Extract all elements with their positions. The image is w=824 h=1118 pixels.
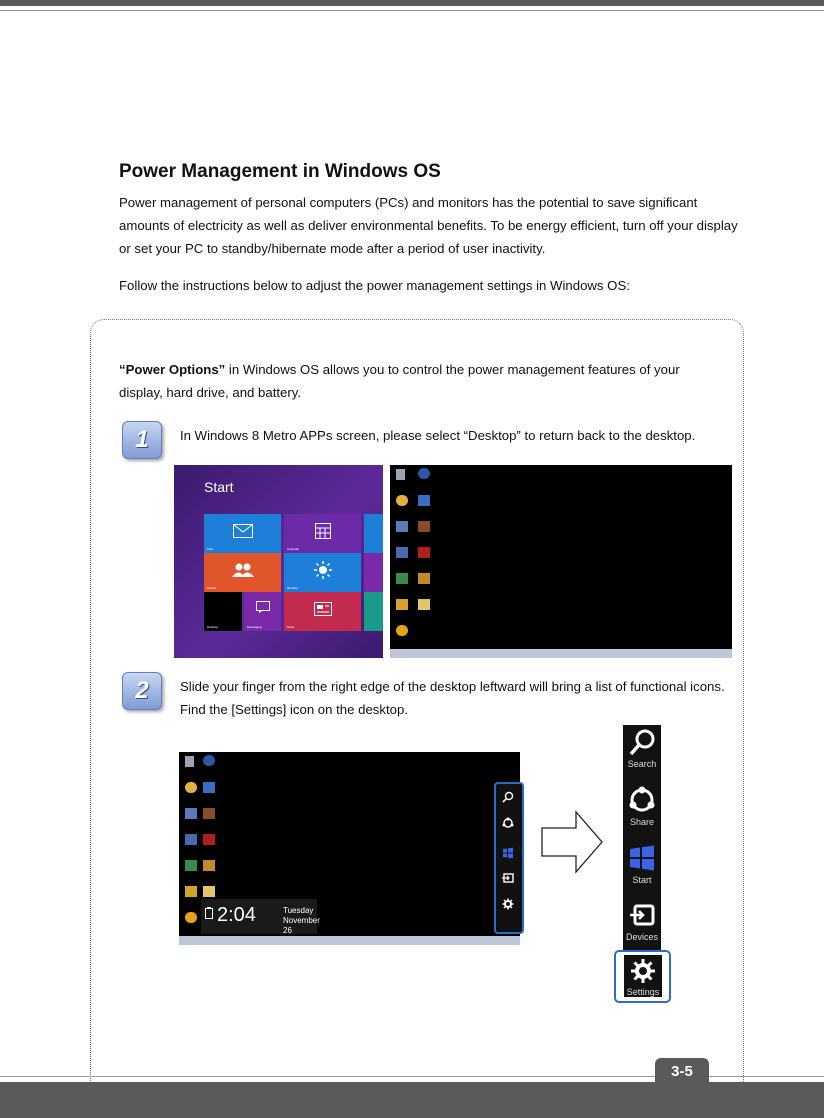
desktop-charms-image [179,752,520,945]
folder-icon-2 [203,886,215,897]
charm-settings-label: Settings [626,987,660,997]
charm-share-label: Share [629,817,655,827]
pdf-icon [203,834,215,845]
taskbar [390,649,732,658]
tile-calendar [284,514,361,553]
doc-icon [418,495,430,506]
taskbar [179,936,520,945]
tile-messaging-caption: Messaging [247,625,262,629]
devices-icon [627,900,657,930]
charm-settings[interactable] [624,955,662,997]
tile-people [204,553,281,592]
tile-partial-3 [364,592,383,631]
app-icon-3 [396,573,408,584]
pdf-icon [418,547,430,558]
sun-icon [314,561,332,579]
share-icon [501,817,515,829]
settings-icon [501,898,515,910]
tile-people-caption: People [207,586,217,590]
charm-devices[interactable] [623,900,661,942]
folder-icon [185,782,197,793]
app-icon-5 [185,886,197,897]
windows-start-icon [627,843,657,873]
clock-date [283,906,320,936]
tile-mail [204,514,281,553]
search-icon [627,727,657,757]
tile-calendar-caption: Calendar [287,547,300,551]
power-options-term: “Power Options” [119,362,226,377]
step-2-icon: 2 [122,672,162,710]
tile-partial-2 [364,553,383,592]
tile-news [284,592,361,631]
recycle-bin-icon [185,756,194,767]
folder-icon [396,495,408,506]
windows-start-icon [501,847,515,859]
charm-bar [623,725,661,950]
charm-start[interactable] [623,843,661,885]
app-icon-2 [185,834,197,845]
clock-weekday: Tuesday [283,906,314,915]
charm-start-label: Start [632,875,652,885]
app-icon-4 [203,860,215,871]
tile-partial [364,514,383,553]
desktop-image [390,465,732,658]
game-icon [203,808,215,819]
doc-icon [203,782,215,793]
settings-highlight[interactable] [614,950,671,1003]
share-icon [627,785,657,815]
settings-icon [628,957,658,985]
intro-paragraph: Power management of personal computers (PCs) and monitors has the potential to save significant amounts of electricity as well as deliver environmental benefits. To be energy efficient, turn off your display or set your PC to standby/hibernate mode after a period of user inactivity. [119,195,738,256]
search-icon [501,791,515,803]
tile-messaging [244,592,281,631]
folder-icon-2 [418,599,430,610]
app-icon-6 [185,912,197,923]
tile-weather [284,553,361,592]
mail-icon [233,524,253,538]
clock-overlay [201,899,320,935]
section-title: Power Management in Windows OS [119,161,441,182]
app-icon-4 [418,573,430,584]
recycle-bin-icon [396,469,405,480]
devices-icon [501,872,515,884]
tile-desktop-caption: Desktop [207,625,219,629]
news-icon [314,602,332,616]
power-options-paragraph [119,358,719,404]
clock-time: 2:04 [217,904,256,926]
calendar-icon [315,523,331,539]
follow-instructions: Follow the instructions below to adjust the power management settings in Windows OS: [119,278,630,293]
header-rule [0,10,824,11]
messaging-icon [256,601,270,613]
app-icon [396,521,408,532]
app-shortcut-icon [418,468,430,479]
app-icon [185,808,197,819]
tile-weather-caption: Weather [287,586,299,590]
power-options-description: in Windows OS allows you to control the power management features of your display, hard drive, and battery. [119,362,680,400]
step-1-text: In Windows 8 Metro APPs screen, please select “Desktop” to return back to the desktop. [180,428,696,443]
mini-charm-bar [494,782,524,934]
charm-share[interactable] [623,785,661,827]
charm-devices-label: Devices [625,932,658,942]
tile-news-caption: News [287,625,295,629]
clock-monthday: November 26 [283,916,320,935]
app-icon-5 [396,599,408,610]
start-screen-image [174,465,383,658]
charm-search-label: Search [627,759,657,769]
tile-desktop [204,592,242,631]
start-screen-label: Start [204,479,234,495]
people-icon [232,563,254,577]
step-2-text: Slide your finger from the right edge of the desktop leftward will bring a list of functional icons. Find the [Settings] icon on the desktop. [180,679,725,717]
app-icon-6 [396,625,408,636]
charm-search[interactable] [623,727,661,769]
app-shortcut-icon [203,755,215,766]
header-bar [0,0,824,6]
tile-mail-caption: Mail [207,547,213,551]
step-1-icon: 1 [122,421,162,459]
right-arrow-icon [540,810,604,874]
game-icon [418,521,430,532]
page-number: 3-5 [655,1058,709,1090]
app-icon-2 [396,547,408,558]
battery-icon [205,907,213,919]
app-icon-3 [185,860,197,871]
